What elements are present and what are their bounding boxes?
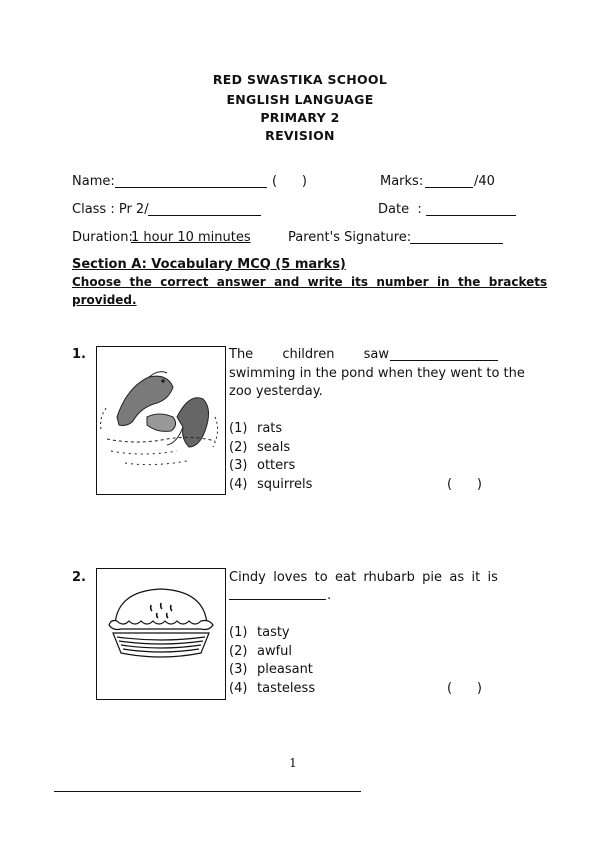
date-blank[interactable] <box>426 215 516 216</box>
word: is <box>487 570 498 585</box>
signature-blank[interactable] <box>410 243 503 244</box>
register-number-brackets: ( ) <box>272 174 307 189</box>
otters-icon <box>97 347 225 494</box>
word: it <box>471 570 481 585</box>
pie-icon <box>97 569 225 699</box>
word: saw <box>363 347 389 362</box>
answer-bracket[interactable]: ( ) <box>447 477 482 492</box>
class-label: Class : Pr 2/ <box>72 202 149 217</box>
level-title: PRIMARY 2 <box>260 110 340 125</box>
question-image-pie <box>96 568 226 700</box>
paper-type: REVISION <box>265 128 335 143</box>
duration-label: Duration: <box>72 230 133 245</box>
page-number: 1 <box>289 756 297 770</box>
word: The <box>229 347 254 362</box>
word: children <box>282 347 335 362</box>
marks-total: /40 <box>474 174 495 189</box>
option-4: (4) squirrels <box>229 477 313 492</box>
marks-blank[interactable] <box>425 187 473 188</box>
word: as <box>449 570 465 585</box>
footer-rule <box>54 791 361 792</box>
section-title: Section A: Vocabulary MCQ (5 marks) <box>72 257 346 272</box>
question-image-otters <box>96 346 226 495</box>
name-blank[interactable] <box>115 187 267 188</box>
marks-label: Marks: <box>380 174 424 189</box>
question-line1 <box>229 347 389 362</box>
word: Cindy <box>229 570 266 585</box>
question-number: 1. <box>72 347 86 362</box>
option-4: (4) tasteless <box>229 681 316 696</box>
option-2: (2) seals <box>229 440 291 455</box>
word: to <box>314 570 328 585</box>
answer-blank[interactable] <box>390 360 498 361</box>
section-instruction-line1: Choose the correct answer and write its number in the brackets <box>72 275 548 289</box>
word: loves <box>273 570 308 585</box>
option-3: (3) pleasant <box>229 662 313 677</box>
word: eat <box>335 570 357 585</box>
name-label: Name: <box>72 174 115 189</box>
subject-title: ENGLISH LANGUAGE <box>226 92 374 107</box>
school-name: RED SWASTIKA SCHOOL <box>212 72 388 87</box>
section-instruction-line2: provided. <box>72 293 137 307</box>
option-3: (3) otters <box>229 458 296 473</box>
question-line3: zoo yesterday. <box>229 384 323 399</box>
question-line2-period: . <box>327 588 332 603</box>
question-line1 <box>229 570 498 585</box>
option-2: (2) awful <box>229 644 293 659</box>
word: rhubarb <box>363 570 415 585</box>
duration-value: 1 hour 10 minutes <box>131 230 251 245</box>
signature-label: Parent's Signature: <box>288 230 412 245</box>
answer-bracket[interactable]: ( ) <box>447 681 482 696</box>
word: pie <box>422 570 443 585</box>
class-blank[interactable] <box>148 215 261 216</box>
option-1: (1) rats <box>229 421 283 436</box>
answer-blank[interactable] <box>229 599 326 600</box>
date-label: Date : <box>378 202 422 217</box>
question-line2: swimming in the pond when they went to the <box>229 366 525 381</box>
question-number: 2. <box>72 570 86 585</box>
option-1: (1) tasty <box>229 625 290 640</box>
